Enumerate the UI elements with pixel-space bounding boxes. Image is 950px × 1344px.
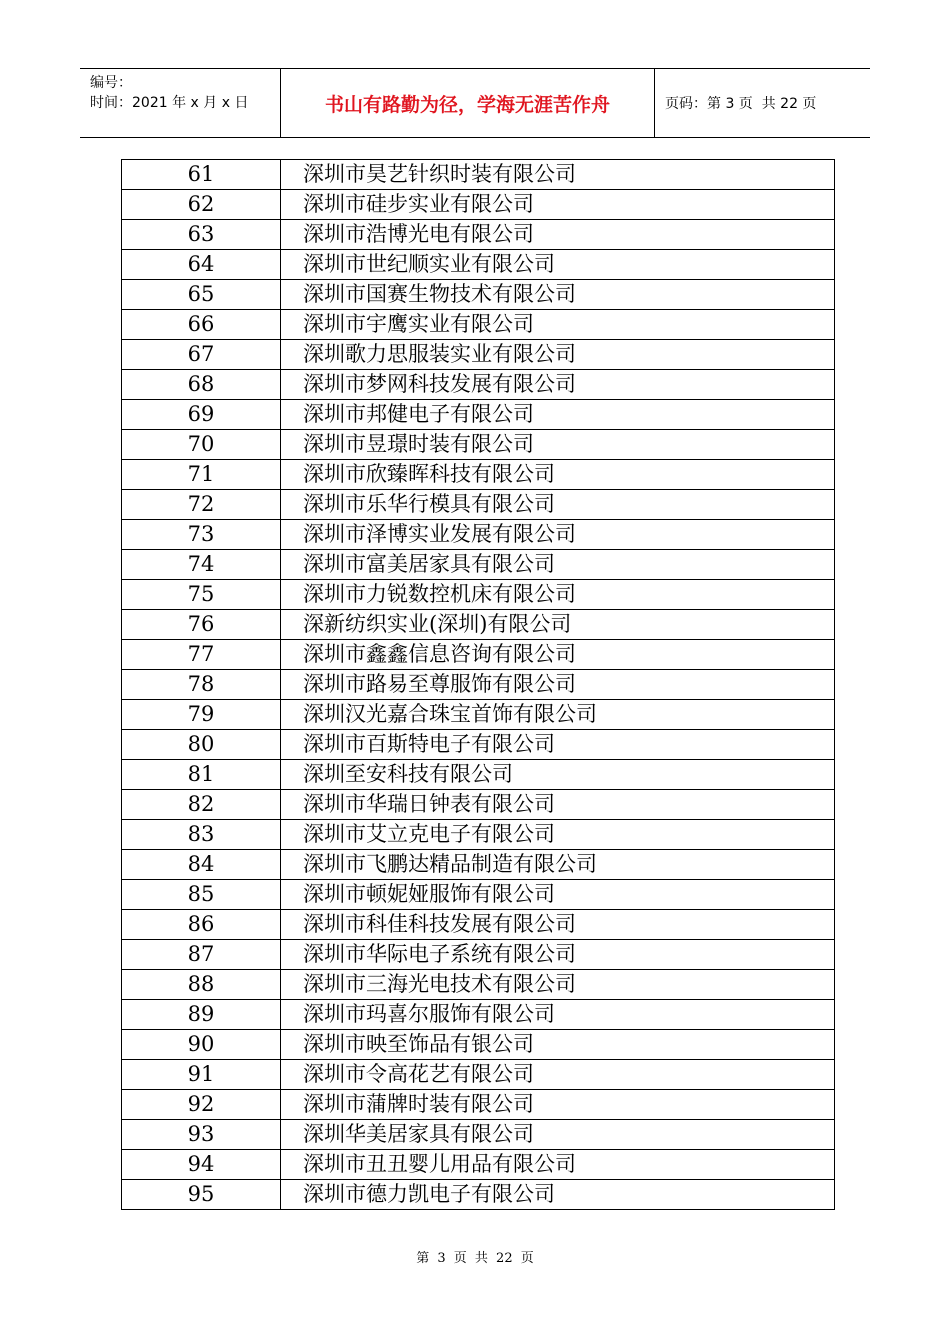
row-number: 81 [122, 760, 281, 790]
row-number: 64 [122, 250, 281, 280]
company-name: 深圳市泽博实业发展有限公司 [281, 520, 835, 550]
table-row [122, 940, 835, 970]
table-row [122, 1000, 835, 1030]
company-name: 深圳市鑫鑫信息咨询有限公司 [281, 640, 835, 670]
row-number: 66 [122, 310, 281, 340]
table-row [122, 250, 835, 280]
row-number: 87 [122, 940, 281, 970]
table-row [122, 1150, 835, 1180]
row-number: 80 [122, 730, 281, 760]
table-row [122, 610, 835, 640]
company-name: 深圳市浩博光电有限公司 [281, 220, 835, 250]
company-name: 深圳市富美居家具有限公司 [281, 550, 835, 580]
table-row [122, 1060, 835, 1090]
page-info-text: 页码：第 3 页 共 22 页 [665, 96, 817, 112]
row-number: 77 [122, 640, 281, 670]
company-name: 深圳市华际电子系统有限公司 [281, 940, 835, 970]
row-number: 82 [122, 790, 281, 820]
row-number: 94 [122, 1150, 281, 1180]
row-number: 79 [122, 700, 281, 730]
table-row [122, 550, 835, 580]
table-row [122, 520, 835, 550]
company-name: 深圳市乐华行模具有限公司 [281, 490, 835, 520]
company-name: 深圳市映至饰品有银公司 [281, 1030, 835, 1060]
table-row [122, 1090, 835, 1120]
row-number: 74 [122, 550, 281, 580]
header-motto: 书山有路勤为径，学海无涯苦作舟 [281, 69, 655, 137]
row-number: 72 [122, 490, 281, 520]
row-number: 69 [122, 400, 281, 430]
company-name: 深圳市昱璟时装有限公司 [281, 430, 835, 460]
row-number: 61 [122, 160, 281, 190]
table-row [122, 730, 835, 760]
page-header [80, 68, 870, 138]
table-row [122, 1120, 835, 1150]
company-list-table [121, 159, 835, 1210]
row-number: 63 [122, 220, 281, 250]
row-number: 76 [122, 610, 281, 640]
company-name: 深圳市德力凯电子有限公司 [281, 1180, 835, 1210]
company-name: 深圳市硅步实业有限公司 [281, 190, 835, 220]
company-name: 深圳市三海光电技术有限公司 [281, 970, 835, 1000]
company-name: 深圳市蒲牌时装有限公司 [281, 1090, 835, 1120]
row-number: 65 [122, 280, 281, 310]
company-name: 深圳市华瑞日钟表有限公司 [281, 790, 835, 820]
company-name: 深圳市昊艺针织时装有限公司 [281, 160, 835, 190]
row-number: 88 [122, 970, 281, 1000]
page-footer: 第 3 页 共 22 页 [416, 1251, 534, 1266]
row-number: 71 [122, 460, 281, 490]
company-name: 深圳市丑丑婴儿用品有限公司 [281, 1150, 835, 1180]
company-name: 深圳市世纪顺实业有限公司 [281, 250, 835, 280]
table-row [122, 460, 835, 490]
company-name: 深圳市令高花艺有限公司 [281, 1060, 835, 1090]
table-row [122, 790, 835, 820]
table-row [122, 160, 835, 190]
table-row [122, 370, 835, 400]
company-name: 深圳市梦网科技发展有限公司 [281, 370, 835, 400]
table-row [122, 850, 835, 880]
company-name: 深圳市科佳科技发展有限公司 [281, 910, 835, 940]
company-name: 深圳市飞鹏达精品制造有限公司 [281, 850, 835, 880]
company-name: 深圳市力锐数控机床有限公司 [281, 580, 835, 610]
row-number: 92 [122, 1090, 281, 1120]
company-name: 深圳歌力思服装实业有限公司 [281, 340, 835, 370]
company-name: 深圳华美居家具有限公司 [281, 1120, 835, 1150]
row-number: 84 [122, 850, 281, 880]
row-number: 95 [122, 1180, 281, 1210]
table-row [122, 1030, 835, 1060]
company-name: 深圳市艾立克电子有限公司 [281, 820, 835, 850]
table-row [122, 760, 835, 790]
table-row [122, 490, 835, 520]
table-row [122, 820, 835, 850]
row-number: 86 [122, 910, 281, 940]
table-row [122, 580, 835, 610]
document-time: 时间：2021 年 x 月 x 日 [90, 95, 249, 111]
company-name: 深新纺织实业(深圳)有限公司 [281, 610, 835, 640]
company-name: 深圳市欣臻晖科技有限公司 [281, 460, 835, 490]
company-name: 深圳市宇鹰实业有限公司 [281, 310, 835, 340]
table-row [122, 340, 835, 370]
header-meta [80, 69, 281, 137]
row-number: 89 [122, 1000, 281, 1030]
table-row [122, 400, 835, 430]
company-name: 深圳市顿妮娅服饰有限公司 [281, 880, 835, 910]
table-row [122, 430, 835, 460]
table-row [122, 280, 835, 310]
company-name: 深圳市路易至尊服饰有限公司 [281, 670, 835, 700]
table-row [122, 700, 835, 730]
row-number: 83 [122, 820, 281, 850]
table-row [122, 970, 835, 1000]
company-name: 深圳市百斯特电子有限公司 [281, 730, 835, 760]
row-number: 75 [122, 580, 281, 610]
table-row [122, 310, 835, 340]
row-number: 91 [122, 1060, 281, 1090]
company-name: 深圳市国赛生物技术有限公司 [281, 280, 835, 310]
row-number: 78 [122, 670, 281, 700]
table-row [122, 220, 835, 250]
header-page-info [655, 69, 870, 137]
row-number: 73 [122, 520, 281, 550]
company-name: 深圳至安科技有限公司 [281, 760, 835, 790]
table-row [122, 910, 835, 940]
table-row [122, 670, 835, 700]
row-number: 62 [122, 190, 281, 220]
row-number: 67 [122, 340, 281, 370]
document-number-label: 编号： [90, 75, 132, 91]
row-number: 90 [122, 1030, 281, 1060]
row-number: 68 [122, 370, 281, 400]
row-number: 70 [122, 430, 281, 460]
table-row [122, 190, 835, 220]
row-number: 85 [122, 880, 281, 910]
company-name: 深圳汉光嘉合珠宝首饰有限公司 [281, 700, 835, 730]
row-number: 93 [122, 1120, 281, 1150]
company-name: 深圳市邦健电子有限公司 [281, 400, 835, 430]
table-row [122, 1180, 835, 1210]
table-row [122, 640, 835, 670]
company-name: 深圳市玛喜尔服饰有限公司 [281, 1000, 835, 1030]
table-row [122, 880, 835, 910]
